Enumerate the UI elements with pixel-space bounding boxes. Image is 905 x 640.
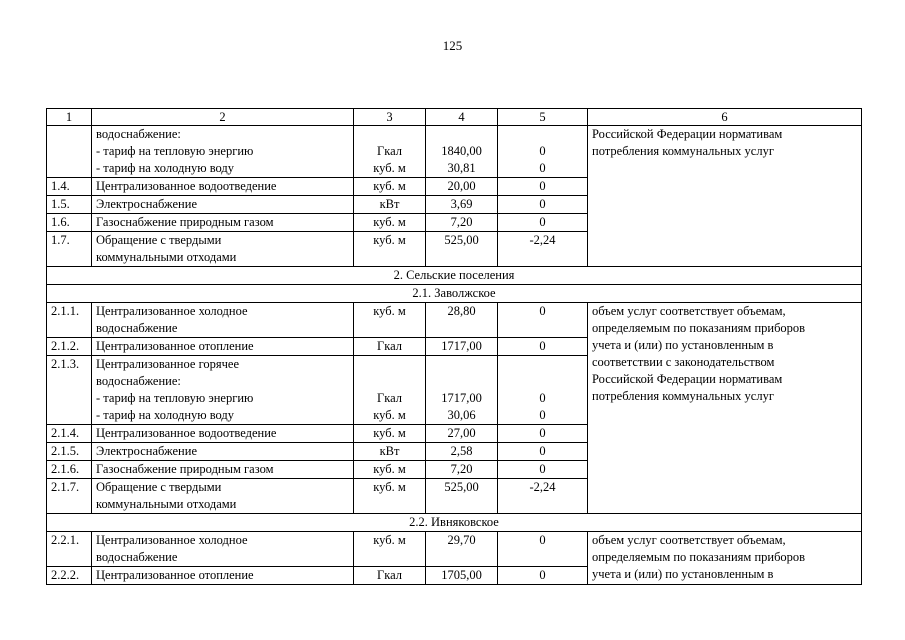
row-number: 2.1.4. (47, 425, 92, 443)
row-number: 1.7. (47, 232, 92, 267)
column-header: 3 (354, 109, 426, 126)
unit: кВт (354, 443, 426, 461)
table-row (47, 303, 862, 338)
change: 0 (498, 214, 588, 232)
unit: куб. м (354, 479, 426, 514)
column-header-row (47, 109, 862, 126)
row-number: 2.1.6. (47, 461, 92, 479)
change: -2,24 (498, 479, 588, 514)
unit: куб. м (354, 461, 426, 479)
change: 0 (498, 178, 588, 196)
volume: 27,00 (426, 425, 498, 443)
column-header: 1 (47, 109, 92, 126)
volume: 1840,00 30,81 (426, 126, 498, 178)
volume: 525,00 (426, 232, 498, 267)
table-row (47, 126, 862, 178)
volume: 525,00 (426, 479, 498, 514)
service-name: Централизованное холодное водоснабжение (92, 303, 354, 338)
subsection-heading-row (47, 514, 862, 532)
unit: Гкал (354, 567, 426, 585)
change: -2,24 (498, 232, 588, 267)
service-name: Централизованное горячее водоснабжение: - тариф на тепловую энергию - тариф на холодную воду (92, 356, 354, 425)
tariff-table (46, 108, 862, 585)
volume: 7,20 (426, 461, 498, 479)
service-name: Обращение с твердыми коммунальными отходами (92, 479, 354, 514)
column-header: 5 (498, 109, 588, 126)
unit: куб. м (354, 232, 426, 267)
change: 0 (498, 196, 588, 214)
column-header: 4 (426, 109, 498, 126)
service-name: Централизованное отопление (92, 567, 354, 585)
volume: 7,20 (426, 214, 498, 232)
subsection-heading: 2.2. Ивняковское (47, 514, 862, 532)
unit: куб. м (354, 214, 426, 232)
change: 0 0 (498, 126, 588, 178)
row-number: 2.1.5. (47, 443, 92, 461)
row-number: 2.2.1. (47, 532, 92, 567)
page-number: 125 (442, 38, 463, 53)
row-number: 2.1.2. (47, 338, 92, 356)
service-name: Газоснабжение природным газом (92, 461, 354, 479)
unit: куб. м (354, 303, 426, 338)
service-name: Электроснабжение (92, 443, 354, 461)
row-number: 2.1.7. (47, 479, 92, 514)
change: 0 (498, 461, 588, 479)
volume: 29,70 (426, 532, 498, 567)
volume: 3,69 (426, 196, 498, 214)
unit: куб. м (354, 532, 426, 567)
service-name: Газоснабжение природным газом (92, 214, 354, 232)
unit: Гкал куб. м (354, 356, 426, 425)
service-name: Централизованное отопление (92, 338, 354, 356)
section-heading-row (47, 267, 862, 285)
volume: 2,58 (426, 443, 498, 461)
volume: 28,80 (426, 303, 498, 338)
row-number: 2.2.2. (47, 567, 92, 585)
row-number: 1.5. (47, 196, 92, 214)
change: 0 (498, 425, 588, 443)
row-number: 1.4. (47, 178, 92, 196)
unit: кВт (354, 196, 426, 214)
volume: 20,00 (426, 178, 498, 196)
service-name: Обращение с твердыми коммунальными отходами (92, 232, 354, 267)
row-number: 1.6. (47, 214, 92, 232)
service-name: водоснабжение: - тариф на тепловую энергию - тариф на холодную воду (92, 126, 354, 178)
change: 0 (498, 443, 588, 461)
unit: куб. м (354, 178, 426, 196)
section-heading: 2. Сельские поселения (47, 267, 862, 285)
column-header: 2 (92, 109, 354, 126)
change: 0 (498, 532, 588, 567)
volume: 1705,00 (426, 567, 498, 585)
service-name: Централизованное водоотведение (92, 425, 354, 443)
service-name: Централизованное холодное водоснабжение (92, 532, 354, 567)
note-cell: объем услуг соответствует объемам, определяемым по показаниям приборов учета и (или) по установленным в соответствии с законодательством Российской Федерации нормативам потребления коммунальных услуг (588, 303, 862, 514)
subsection-heading-row (47, 285, 862, 303)
change: 0 (498, 567, 588, 585)
change: 0 (498, 303, 588, 338)
unit: куб. м (354, 425, 426, 443)
service-name: Централизованное водоотведение (92, 178, 354, 196)
column-header: 6 (588, 109, 862, 126)
subsection-heading: 2.1. Заволжское (47, 285, 862, 303)
note-cell: объем услуг соответствует объемам, определяемым по показаниям приборов учета и (или) по установленным в (588, 532, 862, 585)
unit: Гкал (354, 338, 426, 356)
unit: Гкал куб. м (354, 126, 426, 178)
row-number (47, 126, 92, 178)
row-number: 2.1.3. (47, 356, 92, 425)
table-row (47, 532, 862, 567)
volume: 1717,00 30,06 (426, 356, 498, 425)
row-number: 2.1.1. (47, 303, 92, 338)
change: 0 0 (498, 356, 588, 425)
volume: 1717,00 (426, 338, 498, 356)
service-name: Электроснабжение (92, 196, 354, 214)
change: 0 (498, 338, 588, 356)
note-cell: Российской Федерации нормативам потребления коммунальных услуг (588, 126, 862, 267)
